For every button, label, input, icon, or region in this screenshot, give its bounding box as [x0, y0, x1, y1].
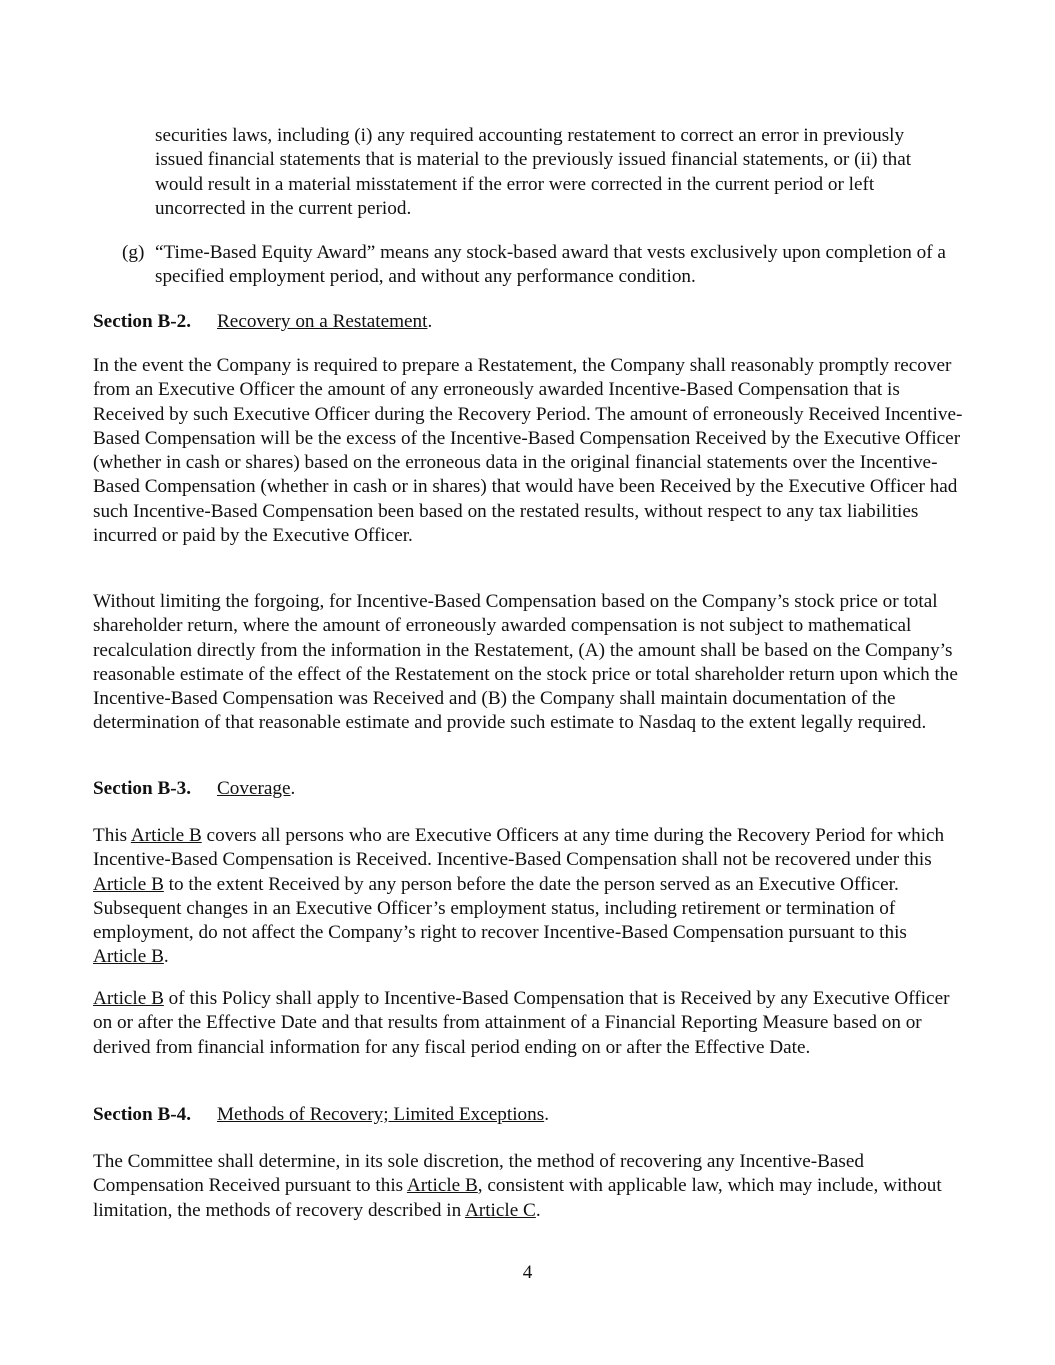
page-number: 4 — [522, 1262, 533, 1283]
section-title: Recovery on a Restatement — [217, 311, 428, 332]
article-b-link[interactable]: Article B — [130, 825, 202, 846]
section-b3-heading: Section B-3. Coverage. — [93, 778, 296, 799]
section-number: Section B-4. — [93, 1104, 192, 1125]
section-number: Section B-2. — [93, 311, 192, 332]
section-b4-paragraph-1: The Committee shall determine, in its sole discretion, the method of recovering any Incentive-Based Compensation Received pursuant to this Article B, consistent with applicable law, which may include, without limitation, the methods of recovery described in Article C. — [93, 1151, 942, 1221]
section-b4-heading: Section B-4. Methods of Recovery; Limited Exceptions. — [93, 1104, 549, 1125]
section-b2-paragraph-1: In the event the Company is required to prepare a Restatement, the Company shall reasonably promptly recover from an Executive Officer the amount of any erroneously awarded Incentive-Based Compensation that is Received by such Executive Officer during the Recovery Period. The amount of erroneously Received Incentive-Based Compensation will be the excess of the Incentive-Based Compensation Received by the Executive Officer (whether in cash or shares) based on the erroneous data in the original financial statements over the Incentive-Based Compensation (whether in cash or in shares) that would have been Received by the Executive Officer had such Incentive-Based Compensation been based on the restated results, without respect to any tax liabilities incurred or paid by the Executive Officer. — [93, 355, 963, 547]
item-text: “Time-Based Equity Award” means any stock-based award that vests exclusively upon completion of a specified employment period, and without any performance condition. — [155, 242, 946, 288]
article-b-link[interactable]: Article B — [93, 988, 164, 1009]
article-b-link[interactable]: Article B — [93, 873, 164, 895]
section-b2-heading: Section B-2. Recovery on a Restatement. — [93, 311, 433, 332]
section-b3-paragraph-1: This Article B covers all persons who are Executive Officers at any time during the Recovery Period for which Incentive-Based Compensation is Received. Incentive-Based Compensation shall not be recovered under this Article B to the extent Received by any person before the date the person served as an Executive Officer. Subsequent changes in an Executive Officer’s employment status, including retirement or termination of employment, do not affect the Company’s right to recover Incentive-Based Compensation pursuant to this Article B. — [93, 825, 945, 968]
article-b-link[interactable]: Article B — [406, 1175, 478, 1197]
item-label: (g) — [122, 242, 145, 263]
section-number: Section B-3. — [93, 778, 192, 799]
section-b3-paragraph-2: Article B of this Policy shall apply to Incentive-Based Compensation that is Received by any Executive Officer on or after the Effective Date and that results from attainment of a Financial Reporting Measure based on or derived from financial information for any fiscal period ending on or after the Effective Date. — [93, 988, 950, 1058]
section-title: Methods of Recovery; Limited Exceptions — [217, 1104, 545, 1125]
section-title: Coverage — [217, 778, 291, 799]
subsection-f-continuation: securities laws, including (i) any required accounting restatement to correct an error in previously issued financial statements that is material to the previously issued financial statements, or (ii) that would result in a material misstatement if the error were corrected in the current period or left uncorrected in the current period. — [155, 125, 912, 219]
article-c-link[interactable]: Article C — [464, 1199, 536, 1221]
article-b-link[interactable]: Article B — [93, 946, 164, 968]
section-b2-paragraph-2: Without limiting the forgoing, for Incentive-Based Compensation based on the Company’s stock price or total shareholder return, where the amount of erroneously awarded compensation is not subject to mathematical recalculation directly from the information in the Restatement, (A) the amount shall be based on the Company’s reasonable estimate of the effect of the Restatement on the stock price or total shareholder return upon which the Incentive-Based Compensation was Received and (B) the Company shall maintain documentation of the determination of that reasonable estimate and provide such estimate to Nasdaq to the extent legally required. — [93, 591, 958, 734]
